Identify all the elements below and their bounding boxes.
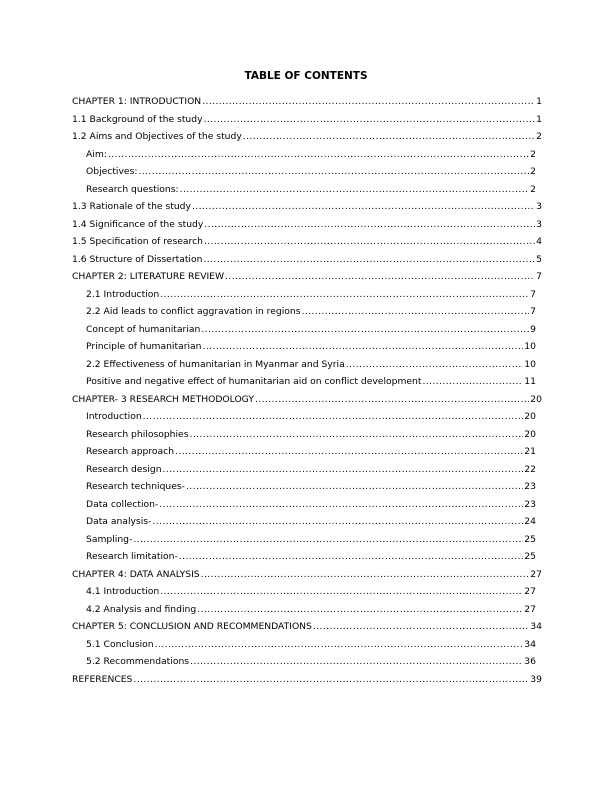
toc-subentry[interactable] bbox=[72, 146, 536, 164]
toc-entry-label: REFERENCES bbox=[72, 673, 133, 685]
toc-page-number: 20 bbox=[530, 393, 542, 405]
dot-leader bbox=[108, 146, 529, 164]
toc-subentry[interactable] bbox=[72, 356, 536, 374]
toc-page-number: 25 bbox=[524, 533, 536, 545]
toc-page-number: 27 bbox=[530, 568, 542, 580]
dot-leader bbox=[301, 303, 529, 321]
toc-entry-label: 1.6 Structure of Dissertation bbox=[72, 253, 203, 265]
dot-leader bbox=[190, 426, 524, 444]
toc-entry-label: Positive and negative effect of humanitarian aid on conflict development bbox=[86, 376, 422, 387]
toc-entry[interactable] bbox=[72, 111, 542, 129]
toc-subentry[interactable] bbox=[72, 321, 536, 339]
dot-leader bbox=[243, 128, 535, 146]
toc-page-number: 7 bbox=[530, 306, 536, 317]
dot-leader bbox=[225, 268, 535, 286]
dot-leader bbox=[155, 636, 524, 654]
dot-leader bbox=[190, 653, 523, 671]
toc-page-number: 2 bbox=[530, 166, 536, 177]
toc-subentry[interactable] bbox=[72, 426, 536, 444]
dot-leader bbox=[204, 233, 535, 251]
toc-page-number: 23 bbox=[524, 481, 536, 492]
toc-entry[interactable] bbox=[72, 268, 542, 286]
dot-leader bbox=[197, 601, 523, 619]
toc-page-number: 20 bbox=[524, 411, 536, 422]
toc-page-number: 20 bbox=[524, 428, 536, 440]
toc-entry[interactable] bbox=[72, 216, 542, 234]
toc-entry-label: CHAPTER- 3 RESEARCH METHODOLOGY bbox=[72, 393, 254, 405]
toc-entry[interactable] bbox=[72, 233, 542, 251]
dot-leader bbox=[133, 671, 529, 689]
toc-page-number: 10 bbox=[524, 358, 536, 370]
toc-subentry[interactable] bbox=[72, 338, 536, 356]
toc-subentry[interactable] bbox=[72, 478, 536, 496]
toc-subentry[interactable] bbox=[72, 636, 536, 654]
toc-entry-label: CHAPTER 4: DATA ANALYSIS bbox=[72, 568, 200, 580]
dot-leader bbox=[204, 111, 536, 129]
toc-entry-label: 1.4 Significance of the study bbox=[72, 218, 204, 230]
dot-leader bbox=[160, 286, 529, 304]
toc-entry[interactable] bbox=[72, 251, 542, 269]
toc-entry-label: 4.1 Introduction bbox=[86, 586, 160, 597]
toc-entry-label: 2.1 Introduction bbox=[86, 288, 160, 300]
toc-subentry[interactable] bbox=[72, 601, 536, 619]
toc-entry-label: Data collection- bbox=[86, 498, 159, 510]
dot-leader bbox=[133, 531, 523, 549]
toc-entry-label: 1.3 Rationale of the study bbox=[72, 201, 191, 212]
toc-page-number: 7 bbox=[530, 288, 536, 300]
toc-entry-label: Research questions: bbox=[86, 183, 179, 195]
toc-page-number: 24 bbox=[524, 516, 536, 527]
toc-subentry[interactable] bbox=[72, 443, 536, 461]
dot-leader bbox=[179, 548, 523, 566]
toc-subentry[interactable] bbox=[72, 513, 536, 531]
toc-entry-label: Data analysis- bbox=[86, 516, 152, 527]
dot-leader bbox=[152, 513, 523, 531]
toc-entry-label: 1.5 Specification of research bbox=[72, 236, 203, 247]
toc-entry-label: 4.2 Analysis and finding bbox=[86, 603, 197, 615]
toc-entry-label: CHAPTER 1: INTRODUCTION bbox=[72, 96, 202, 107]
toc-entry-label: Principle of humanitarian bbox=[86, 341, 202, 352]
toc-entry[interactable] bbox=[72, 391, 542, 409]
toc-entry[interactable] bbox=[72, 198, 542, 216]
toc-page-number: 9 bbox=[530, 323, 536, 335]
dot-leader bbox=[255, 391, 529, 409]
toc-entry-label: 2.2 Aid leads to conflict aggravation in regions bbox=[86, 306, 301, 317]
toc-title: TABLE OF CONTENTS bbox=[244, 70, 368, 82]
toc-page-number: 7 bbox=[536, 271, 542, 282]
toc-entry-label: 1.2 Aims and Objectives of the study bbox=[72, 131, 242, 142]
dot-leader bbox=[201, 321, 529, 339]
toc-entry-label: Concept of humanitarian bbox=[86, 323, 201, 335]
toc-entry-label: 5.2 Recommendations bbox=[86, 656, 190, 667]
toc-entry-label: 1.1 Background of the study bbox=[72, 113, 203, 125]
toc-entry[interactable] bbox=[72, 93, 542, 111]
toc-page-number: 3 bbox=[536, 218, 542, 230]
dot-leader bbox=[204, 216, 535, 234]
toc-entry-label: Sampling- bbox=[86, 533, 133, 545]
toc-page-number: 25 bbox=[524, 551, 536, 562]
toc-subentry[interactable] bbox=[72, 548, 536, 566]
toc-page-number: 4 bbox=[536, 236, 542, 247]
toc-page-number: 27 bbox=[524, 586, 536, 597]
dot-leader bbox=[203, 251, 535, 269]
toc-entry-label: 5.1 Conclusion bbox=[86, 638, 154, 650]
dot-leader bbox=[422, 373, 523, 391]
toc-page-number: 22 bbox=[524, 463, 536, 475]
dot-leader bbox=[346, 356, 524, 374]
toc-entry-label: CHAPTER 2: LITERATURE REVIEW bbox=[72, 271, 225, 282]
toc-page-number: 2 bbox=[530, 183, 536, 195]
toc-subentry[interactable] bbox=[72, 163, 536, 181]
toc-page-number: 2 bbox=[530, 148, 536, 160]
toc-subentry[interactable] bbox=[72, 286, 536, 304]
toc-page-number: 21 bbox=[524, 446, 536, 457]
toc-page-number: 10 bbox=[524, 341, 536, 352]
toc-subentry[interactable] bbox=[72, 496, 536, 514]
toc-page-number: 1 bbox=[536, 113, 542, 125]
toc-entry-label: Research approach bbox=[86, 446, 175, 457]
dot-leader bbox=[186, 478, 523, 496]
toc-subentry[interactable] bbox=[72, 373, 536, 391]
toc-subentry[interactable] bbox=[72, 181, 536, 199]
toc-page-number: 27 bbox=[524, 603, 536, 615]
toc-page-number: 5 bbox=[536, 253, 542, 265]
dot-leader bbox=[313, 618, 529, 636]
toc-entry[interactable] bbox=[72, 128, 542, 146]
toc-entry[interactable] bbox=[72, 671, 542, 689]
dot-leader bbox=[201, 566, 530, 584]
toc-entry[interactable] bbox=[72, 566, 542, 584]
dot-leader bbox=[160, 583, 523, 601]
toc-subentry[interactable] bbox=[72, 653, 536, 671]
dot-leader bbox=[202, 93, 535, 111]
dot-leader bbox=[159, 496, 523, 514]
toc-entry-label: Research techniques- bbox=[86, 481, 185, 492]
dot-leader bbox=[138, 163, 529, 181]
toc-subentry[interactable] bbox=[72, 303, 536, 321]
dot-leader bbox=[143, 408, 524, 426]
toc-subentry[interactable] bbox=[72, 531, 536, 549]
toc-page-number: 36 bbox=[524, 656, 536, 667]
toc-entry-label: Research philosophies bbox=[86, 428, 189, 440]
toc-entry-label: Objectives: bbox=[86, 166, 138, 177]
toc-page-number: 2 bbox=[536, 131, 542, 142]
toc-page-number: 11 bbox=[524, 376, 536, 387]
dot-leader bbox=[180, 181, 530, 199]
toc-subentry[interactable] bbox=[72, 408, 536, 426]
toc-list bbox=[72, 93, 542, 688]
toc-entry-label: Research design bbox=[86, 463, 162, 475]
toc-subentry[interactable] bbox=[72, 461, 536, 479]
toc-page-number: 3 bbox=[536, 201, 542, 212]
toc-page-number: 23 bbox=[524, 498, 536, 510]
toc-entry[interactable] bbox=[72, 618, 542, 636]
dot-leader bbox=[175, 443, 523, 461]
toc-entry-label: Introduction bbox=[86, 411, 142, 422]
dot-leader bbox=[192, 198, 535, 216]
toc-subentry[interactable] bbox=[72, 583, 536, 601]
toc-page-number: 34 bbox=[524, 638, 536, 650]
toc-entry-label: Research limitation- bbox=[86, 551, 178, 562]
dot-leader bbox=[203, 338, 524, 356]
toc-entry-label: Aim: bbox=[86, 148, 107, 160]
toc-page-number: 39 bbox=[530, 673, 542, 685]
toc-page-number: 1 bbox=[536, 96, 542, 107]
dot-leader bbox=[163, 461, 524, 479]
toc-entry-label: CHAPTER 5: CONCLUSION AND RECOMMENDATIONS bbox=[72, 621, 312, 632]
toc-entry-label: 2.2 Effectiveness of humanitarian in Myanmar and Syria bbox=[86, 358, 345, 370]
toc-page-number: 34 bbox=[530, 621, 542, 632]
